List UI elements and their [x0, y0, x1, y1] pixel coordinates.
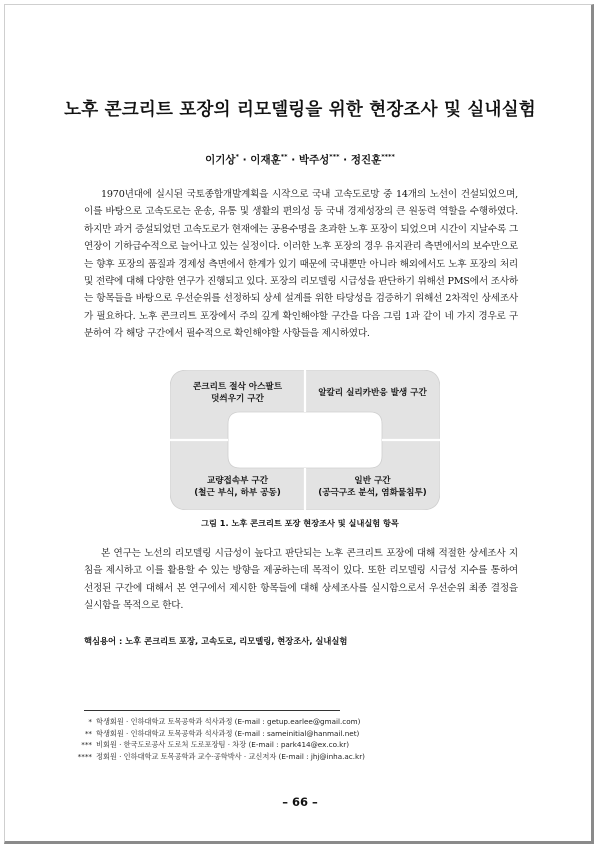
- author-mark: **: [280, 152, 288, 161]
- figure-label: 덧씌우기 구간: [211, 394, 264, 404]
- author-mark: ****: [381, 152, 395, 161]
- paper-title: 노후 콘크리트 포장의 리모델링을 위한 현장조사 및 실내실험: [64, 100, 536, 120]
- author-mark: ***: [329, 152, 340, 161]
- footnote-divider: [84, 710, 340, 711]
- figure-label: (철근 부식, 하부 공동): [194, 488, 281, 498]
- body-paragraph-purpose: 본 연구는 노선의 리모델링 시급성이 높다고 판단되는 노후 콘크리트 포장에 대해 적절한 상세조사 지침을 제시하고 이를 활용할 수 있는 방향을 제공하는데 목적이 있다. 또한 리모델링 시급성 지수를 통하여 선정된 구간에 대해서 본 연구에서 제시한 항목들에 대해 상세조사를 실시함으로서 우선순위 최종 결정을 실시함을 목적으로 한다.: [84, 548, 518, 612]
- figure-label: (공극구조 분석, 염화물침투): [318, 488, 427, 498]
- footnote-item: [60, 751, 540, 763]
- footnote-item: [60, 716, 540, 728]
- body-paragraph-intro: 1970년대에 실시된 국토종합개발계획을 시작으로 국내 고속도로망 중 14개의 노선이 건설되었으며, 이를 바탕으로 고속도로는 운송, 유통 및 생활의 편의성 등 국내 경제성장의 큰 원동력 역할을 수행하였다. 하지만 과거 증설되었던 고속도로가 현재에는 공용수명을 초과한 노후 포장이 되었으며 시간이 지날수록 그 연장이 기하급수적으로 늘어나고 있는 실정이다. 이러한 노후 포장의 경우 유지관리 측면에서의 보수만으로는 향후 포장의 품질과 경제성 측면에서 한계가 있기 때문에 국내뿐만 아니라 해외에서도 노후 포장의 처리 및 전략에 대해 다양한 연구가 진행되고 있다. 포장의 리모델링 시급성을 판단하기 위해선 PMS에서 조사하는 항목들을 바탕으로 우선순위를 선정하되 상세 설계를 위한 타당성을 검증하기 위해선 2차적인 상세조사가 필요하다. 노후 콘크리트 포장에서 주의 깊게 확인해야할 구간을 다음 그림 1과 같이 네 가지 경우로 구분하여 각 해당 구간에서 필수적으로 확인해야할 사항들을 제시하였다.: [84, 189, 518, 340]
- figure-label: 교량접속부 구간: [206, 475, 269, 486]
- footnote-mark: ****: [77, 751, 92, 761]
- figure-label: 콘크리트 절삭 아스팔트: [193, 381, 282, 392]
- page-number: – 66 –: [282, 795, 318, 809]
- footnote-text: 정회원 · 인하대학교 토목공학과 교수·공학박사 · 교신저자 (E-mail : jhj@inha.ac.kr): [96, 751, 365, 761]
- keywords: 핵심용어 : 노후 콘크리트 포장, 고속도로, 리모델링, 현장조사, 실내실험: [84, 636, 348, 646]
- figure-caption: 그림 1. 노후 콘크리트 포장 현장조사 및 실내실험 항목: [201, 518, 399, 528]
- figure-label: 일반 구간: [354, 475, 391, 486]
- figure-box-top-right: [309, 374, 436, 412]
- author-separator: ·: [238, 154, 251, 166]
- figure-box-top-left: [174, 374, 301, 412]
- author-mark: *: [235, 152, 239, 161]
- footnote-mark: *: [88, 717, 92, 726]
- figure-diagram: [170, 370, 440, 510]
- figure-box-bottom-right: [309, 468, 436, 506]
- author-separator: ·: [287, 154, 299, 166]
- footnote-text: 학생회원 · 인하대학교 토목공학과 석사과정 (E-mail : getup.earlee@gmail.com): [96, 717, 361, 726]
- author-line: [0, 152, 600, 167]
- footnote-text: 학생회원 · 인하대학교 토목공학과 석사과정 (E-mail : sameinitial@hanmail.net): [96, 728, 360, 738]
- author-name: 이재훈: [250, 154, 281, 166]
- footnote-item: [60, 739, 540, 751]
- author-name: 정진훈: [350, 154, 382, 166]
- footnote-text: 비회원 · 한국도로공사 도로처 도로포장팀 · 차장 (E-mail : park414@ex.co.kr): [96, 740, 350, 750]
- author-name: 박주성: [298, 154, 330, 166]
- author-separator: ·: [339, 154, 351, 166]
- footnote-mark: **: [84, 728, 92, 738]
- footnote-mark: ***: [81, 740, 92, 750]
- figure-box-bottom-left: [174, 468, 301, 506]
- author-name: 이기상: [205, 154, 236, 166]
- footnote-item: [60, 728, 540, 740]
- figure-label: 알칼리 실리카반응 발생 구간: [318, 387, 427, 398]
- footnotes: [60, 716, 540, 762]
